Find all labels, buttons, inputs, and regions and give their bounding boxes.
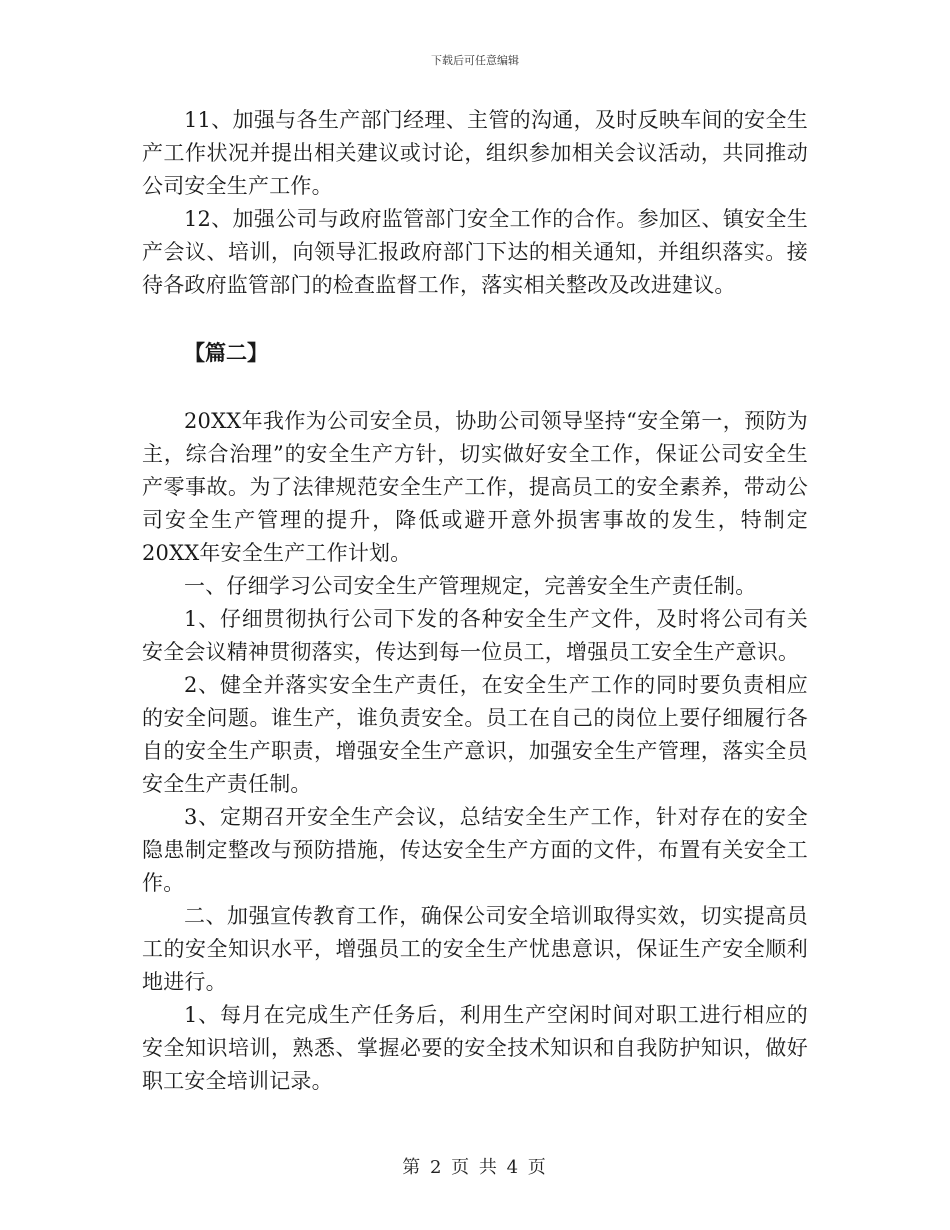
spacer [142,302,808,336]
paragraph: 3、定期召开安全生产会议，总结安全生产工作，针对存在的安全隐患制定整改与预防措施，传达安全生产方面的文件，布置有关安全工作。 [142,805,808,895]
paragraph: 20XX年我作为公司安全员，协助公司领导坚持“安全第一，预防为主，综合治理”的安全生产方针，切实做好安全工作，保证公司安全生产零事故。为了法律规范安全生产工作，提高员工的安全素养，带动公司安全生产管理的提升，降低或避开意外损害事故的发生，特制定20XX年安全生产工作计划。 [142,409,808,565]
paragraph: 1、每月在完成生产任务后，利用生产空闲时间对职工进行相应的安全知识培训，熟悉、掌握必要的安全技术知识和自我防护知识，做好职工安全培训记录。 [142,1003,808,1093]
paragraph: 2、健全并落实安全生产责任，在安全生产工作的同时要负责相应的安全问题。谁生产，谁负责安全。员工在自己的岗位上要仔细履行各自的安全生产职责，增强安全生产意识，加强安全生产管理，落实全员安全生产责任制。 [142,673,808,796]
paragraph: 二、加强宣传教育工作，确保公司安全培训取得实效，切实提高员工的安全知识水平，增强员工的安全生产忧患意识，保证生产安全顺利地进行。 [142,904,808,994]
section-heading: 【篇二】 [184,340,268,365]
page-header-note: 下载后可任意编辑 [431,54,519,67]
document-body [142,104,808,1098]
paragraph: 12、加强公司与政府监管部门安全工作的合作。参加区、镇安全生产会议、培训，向领导汇报政府部门下达的相关通知，并组织落实。接待各政府监管部门的检查监督工作，落实相关整改及改进建议。 [142,207,808,297]
page-number: 第 2 页 共 4 页 [402,1157,548,1178]
paragraph: 一、仔细学习公司安全生产管理规定，完善安全生产责任制。 [184,574,757,598]
spacer [142,369,808,405]
paragraph: 1、仔细贯彻执行公司下发的各种安全生产文件，及时将公司有关安全会议精神贯彻落实，传达到每一位员工，增强员工安全生产意识。 [142,607,808,664]
paragraph: 11、加强与各生产部门经理、主管的沟通，及时反映车间的安全生产工作状况并提出相关建议或讨论，组织参加相关会议活动，共同推动公司安全生产工作。 [142,108,808,198]
